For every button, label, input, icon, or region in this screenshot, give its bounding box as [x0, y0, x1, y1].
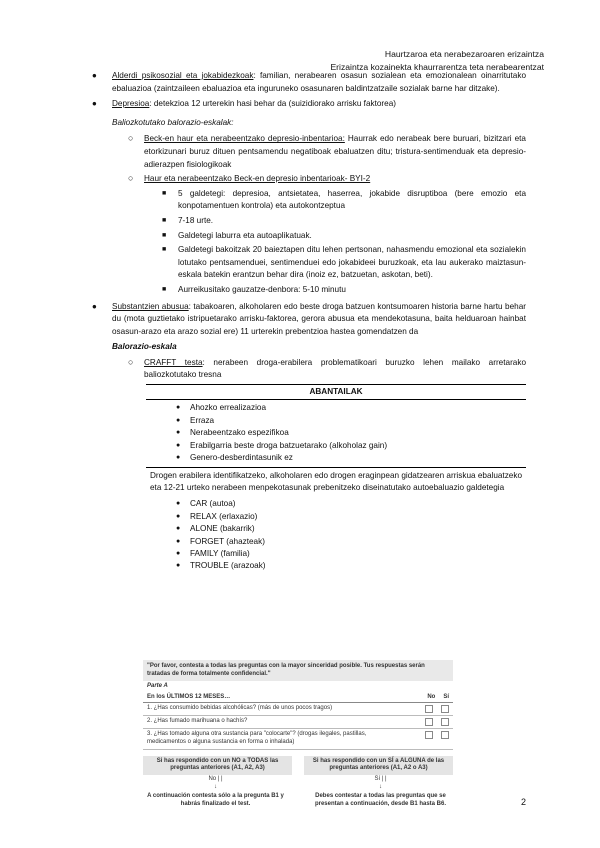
bullet-substance: [86, 301, 526, 339]
bullet-dot: ●: [176, 537, 181, 545]
question-text: 1. ¿Has consumido bebidas alcohólicas? (más de unos pocos tragos): [147, 705, 333, 712]
question-row: [143, 729, 453, 749]
byi-item: [86, 284, 526, 297]
checkbox-no[interactable]: [425, 718, 433, 726]
byi-item-text: Galdetegi bakoitzak 20 baieztapen ditu lehen pertsonan, nahasmendu emozional eta sozialekin lotutako pentsamenduei, sentimenduei edo jokabideei buruzkoak, eta lau aukerako maiztasun-eskala batekin erantzun behar dira (inoiz ez, batzuetan, askotan, beti).: [178, 245, 526, 280]
bullet-dot: ●: [92, 99, 97, 109]
square-bullet-icon: ■: [162, 231, 167, 239]
form-part: Parte A: [147, 683, 168, 690]
byi-item: [86, 188, 526, 213]
advantage-text: Genero-desberdintasunik ez: [190, 453, 293, 463]
advantage-text: Erraza: [190, 415, 215, 425]
square-bullet-icon: ■: [162, 246, 167, 254]
form-intro: "Por favor, contesta a todas las preguntas con la mayor sinceridad posible. Tus respuestas serán tratadas de forma totalmente confidencial.": [143, 660, 453, 681]
bullet-text: : familian, nerabearen osasun sozialean eta emozionalean oinarritutako ebaluazioa (zaintzaileen ebaluazioa eta inguruneko osasunaren baldintzatzaile sozialak barne har ditzake).: [112, 71, 526, 93]
scale-label: Beck-en haur eta nerabeentzako depresio-inbentarioa:: [144, 134, 345, 144]
square-bullet-icon: ■: [162, 285, 167, 293]
crafft-item: [86, 357, 526, 382]
byi-item: [86, 244, 526, 282]
checkbox-no[interactable]: [425, 705, 433, 713]
question-row: [143, 716, 453, 729]
question-header: [143, 693, 453, 704]
crafft-word-item: [150, 536, 522, 548]
question-row: [143, 703, 453, 716]
crafft-word-text: FAMILY (familia): [190, 548, 250, 558]
answer-boxes: [143, 756, 453, 775]
main-content: [86, 70, 526, 575]
items-cell: [146, 496, 526, 574]
crafft-word-item: [150, 498, 522, 510]
byi-item-text: Galdetegi laburra eta autoaplikatuak.: [178, 230, 312, 240]
byi-item: [86, 215, 526, 228]
box-left: Si has respondido con un NO a TODAS las preguntas anteriores (A1, A2, A3): [143, 756, 292, 775]
scale-heading: Balorazio-eskala: [112, 342, 177, 352]
box-right: Si has respondido con un SÍ a ALGUNA de las preguntas anteriores (A1, A2 o A3): [304, 756, 453, 775]
marks-row: [143, 776, 453, 784]
header-line-1: Haurtzaroa eta nerabezaroaren erizaintza: [384, 49, 544, 59]
square-bullet-icon: ●: [176, 441, 181, 449]
bullet-dot: ●: [176, 512, 181, 520]
bullet-dot: ●: [176, 525, 181, 533]
result-right: Debes contestar a todas las preguntas que se presentan a continuación, desde B1 hasta B6.: [314, 792, 447, 807]
bullet-psychosocial: [86, 70, 526, 95]
no-label: No: [427, 693, 436, 700]
question-header-text: En los ÚLTIMOS 12 MESES…: [147, 693, 231, 700]
advantage-text: Ahozko errealizazioa: [190, 403, 267, 413]
crafft-word-text: CAR (autoa): [190, 499, 236, 509]
byi-item: [86, 230, 526, 243]
table-heading: ABANTAILAK: [146, 385, 526, 400]
bullet-dot: ●: [92, 301, 97, 311]
crafft-word-item: [150, 560, 522, 572]
advantages-cell: [146, 400, 526, 467]
bullet-text: : tabakoaren, alkoholaren edo beste droga batzuen kontsumoaren historia barne hartu behar du (mota guztietako istripuetarako arrisku-faktorea, gerora abusua eta mendekotasuna, baita helduaroan hainbat osasun-arazo eta arazo sozial ere) 11 urterekin prebentzioa hastea gomendatzen da: [112, 301, 526, 336]
square-bullet-icon: ■: [162, 189, 167, 197]
advantage-item: [150, 452, 522, 464]
mark-left: No | |: [208, 775, 223, 782]
crafft-word-text: FORGET (ahazteak): [190, 536, 265, 546]
arrow-down-icon: ↓: [214, 784, 217, 791]
bullet-dot: ●: [176, 549, 181, 557]
question-text: 2. ¿Has fumado marihuana o hachís?: [147, 718, 248, 725]
crafft-word-text: ALONE (bakarrik): [190, 524, 255, 534]
square-bullet-icon: ●: [176, 454, 181, 462]
result-left: A continuación contesta sólo a la pregunta B1 y habrás finalizado el test.: [147, 792, 284, 807]
scale-item-beck: [86, 133, 526, 171]
crafft-word-item: [150, 548, 522, 560]
results-row: [143, 793, 453, 808]
page-number: 2: [521, 797, 527, 807]
bullet-label: Substantzien abusua: [112, 301, 189, 311]
advantage-item: [150, 427, 522, 439]
scale-item-byi: [86, 173, 526, 186]
advantage-text: Nerabeentzako espezifikoa: [190, 428, 289, 438]
advantage-item: [150, 440, 522, 452]
square-bullet-icon: ■: [162, 216, 167, 224]
mark-right: Sí | |: [374, 775, 387, 782]
crafft-word-item: [150, 511, 522, 523]
square-bullet-icon: ●: [176, 416, 181, 424]
arrow-down-icon: ↓: [379, 784, 382, 791]
arrows-row: [143, 784, 453, 792]
bullet-depression: [86, 98, 526, 111]
crafft-word-text: RELAX (erlaxazio): [190, 511, 258, 521]
crafft-label: CRAFFT testa: [144, 357, 203, 367]
byi-item-text: 5 galdetegi: depresioa, antsietatea, haserrea, jokabide disruptiboa (bere emozio eta konpotamentuen kontrola) eta autokontzeptua: [178, 188, 526, 211]
advantage-item: [150, 415, 522, 427]
crafft-form-image: [143, 660, 453, 848]
byi-item-text: Aurreikusitako gauzatze-denbora: 5-10 minutu: [178, 284, 346, 294]
square-bullet-icon: ●: [176, 429, 181, 437]
checkbox-si[interactable]: [441, 718, 449, 726]
checkbox-no[interactable]: [425, 731, 433, 739]
bullet-label: Depresioa: [112, 99, 150, 109]
bullet-text: : detekzioa 12 urterekin hasi behar da (suizidiorako arrisku faktorea): [149, 99, 396, 109]
crafft-text: : nerabeen droga-erabilera problematikoari buruzko lehen mailako arretarako baliozkotutako tresna: [144, 357, 526, 380]
checkbox-si[interactable]: [441, 731, 449, 739]
square-bullet-icon: ●: [176, 404, 181, 412]
description-cell: Drogen erabilera identifikatzeko, alkoholaren edo drogen eraginpean gidatzearen arriskua ebaluatzeko eta 12-21 urteko nerabeen menpekotasunak prebenitzeko diseinatutako autoebaluazio galdetegia: [146, 467, 526, 496]
crafft-word-text: TROUBLE (arazoak): [190, 561, 266, 571]
circle-bullet-icon: ○: [128, 173, 134, 184]
sub-heading: Baliozkotutako balorazio-eskalak:: [112, 117, 234, 127]
bullet-dot: ●: [176, 500, 181, 508]
checkbox-si[interactable]: [441, 705, 449, 713]
question-text: 3. ¿Has tomado alguna otra sustancia para "colocarte"? (drogas ilegales, pastillas, medicamentos o alguna sustancia en forma o inhalada): [147, 731, 367, 745]
bullet-label: Alderdi psikosozial eta jokabidezkoak: [112, 71, 254, 80]
byi-item-text: 7-18 urte.: [178, 215, 214, 225]
crafft-table: [146, 384, 526, 575]
scale-text: Haurrak edo nerabeak bere buruari, bizitzari eta etorkizunari buruz dituen pentsamendu negatiboak ebaluatzen ditu; tristura-sentimenduak eta depresio-adierazpen fisiologikoak: [144, 134, 526, 169]
bullet-dot: ●: [92, 71, 97, 80]
si-label: Sí: [443, 693, 449, 700]
header-line-2: Erizaintza kozainekta khaurrarentza teta nerabearentzat: [330, 62, 544, 72]
scale-label: Haur eta nerabeentzako Beck-en depresio inbentarioak- BYI-2: [144, 174, 371, 184]
circle-bullet-icon: ○: [128, 133, 134, 144]
crafft-word-item: [150, 523, 522, 535]
circle-bullet-icon: ○: [128, 356, 134, 367]
advantage-text: Erabilgarria beste droga batzuetarako (alkoholaz gain): [190, 440, 388, 450]
advantage-item: [150, 402, 522, 414]
bullet-dot: ●: [176, 562, 181, 570]
